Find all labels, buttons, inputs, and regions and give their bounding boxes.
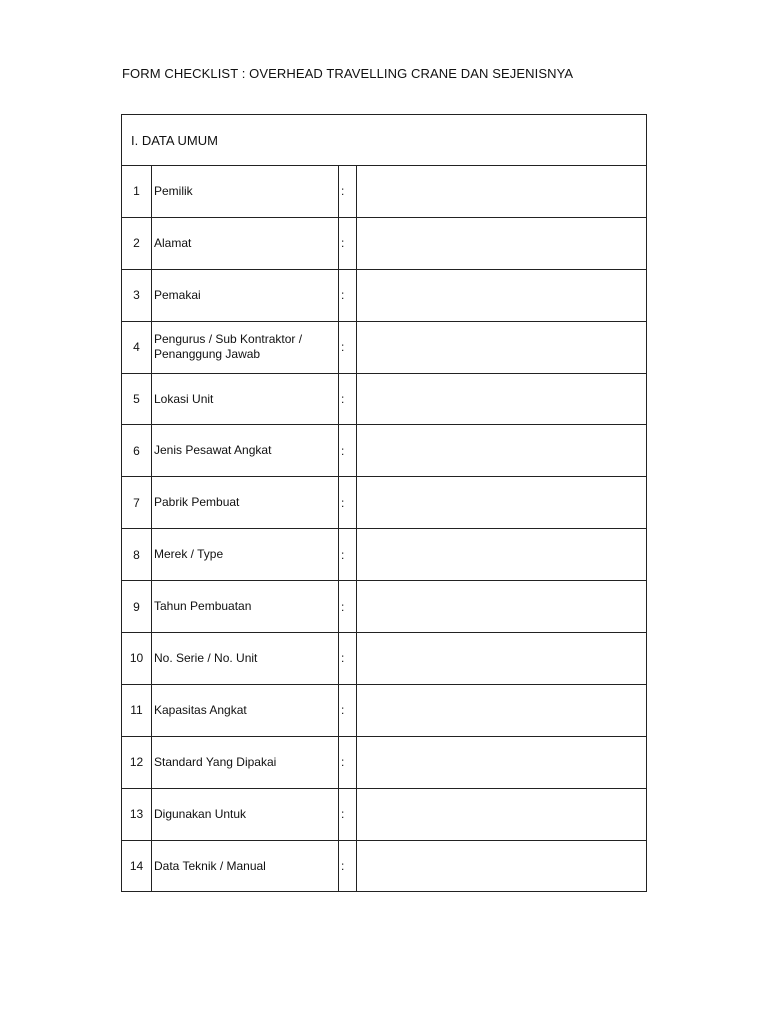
row-colon: : (339, 788, 357, 840)
row-label: Tahun Pembuatan (154, 599, 252, 614)
row-label-cell (152, 633, 339, 685)
table-row (122, 788, 647, 840)
row-label-cell (152, 425, 339, 477)
row-number: 3 (122, 269, 152, 321)
row-label: Pemakai (154, 287, 201, 302)
row-number: 14 (122, 840, 152, 892)
row-label-cell (152, 373, 339, 425)
table-row (122, 425, 647, 477)
row-colon: : (339, 529, 357, 581)
row-label-cell (152, 321, 339, 373)
row-number: 13 (122, 788, 152, 840)
form-title: FORM CHECKLIST : OVERHEAD TRAVELLING CRANE DAN SEJENISNYA (122, 66, 574, 81)
row-value-field[interactable] (357, 425, 647, 477)
table-row (122, 373, 647, 425)
row-value-field[interactable] (357, 217, 647, 269)
table-row (122, 840, 647, 892)
row-value-field[interactable] (357, 166, 647, 218)
row-colon: : (339, 581, 357, 633)
row-value-field[interactable] (357, 373, 647, 425)
table-row (122, 529, 647, 581)
row-label: Kapasitas Angkat (154, 702, 247, 717)
row-value-field[interactable] (357, 269, 647, 321)
table-row (122, 166, 647, 218)
row-number: 10 (122, 633, 152, 685)
row-colon: : (339, 269, 357, 321)
row-colon: : (339, 736, 357, 788)
row-label: Lokasi Unit (154, 391, 214, 406)
row-label-cell (152, 684, 339, 736)
row-number: 5 (122, 373, 152, 425)
row-label: Pabrik Pembuat (154, 495, 240, 510)
table-row (122, 321, 647, 373)
section-title: I. DATA UMUM (122, 115, 647, 166)
row-label: Alamat (154, 235, 192, 250)
row-label-cell (152, 477, 339, 529)
row-label-cell (152, 166, 339, 218)
section-header-row (122, 115, 647, 166)
row-number: 9 (122, 581, 152, 633)
row-value-field[interactable] (357, 529, 647, 581)
table-row (122, 684, 647, 736)
row-number: 12 (122, 736, 152, 788)
row-label-cell (152, 736, 339, 788)
row-number: 2 (122, 217, 152, 269)
row-label: No. Serie / No. Unit (154, 650, 258, 665)
row-value-field[interactable] (357, 788, 647, 840)
row-value-field[interactable] (357, 581, 647, 633)
table-row (122, 217, 647, 269)
row-colon: : (339, 684, 357, 736)
row-colon: : (339, 477, 357, 529)
table-row (122, 633, 647, 685)
row-label: Jenis Pesawat Angkat (154, 443, 272, 458)
row-label-cell (152, 840, 339, 892)
row-value-field[interactable] (357, 633, 647, 685)
row-colon: : (339, 373, 357, 425)
row-label-cell (152, 529, 339, 581)
row-colon: : (339, 217, 357, 269)
row-number: 1 (122, 166, 152, 218)
data-umum-table (121, 114, 647, 892)
row-colon: : (339, 321, 357, 373)
row-number: 11 (122, 684, 152, 736)
row-number: 4 (122, 321, 152, 373)
table-row (122, 581, 647, 633)
row-label-cell (152, 788, 339, 840)
row-number: 6 (122, 425, 152, 477)
row-label: Data Teknik / Manual (154, 858, 266, 873)
row-number: 7 (122, 477, 152, 529)
row-value-field[interactable] (357, 684, 647, 736)
row-label: Digunakan Untuk (154, 806, 247, 821)
row-value-field[interactable] (357, 840, 647, 892)
row-label: Pemilik (154, 183, 193, 198)
row-number: 8 (122, 529, 152, 581)
row-colon: : (339, 425, 357, 477)
row-colon: : (339, 840, 357, 892)
table-row (122, 269, 647, 321)
row-label: Standard Yang Dipakai (154, 754, 277, 769)
row-label: Merek / Type (154, 547, 224, 562)
row-label-cell (152, 217, 339, 269)
row-label-cell (152, 269, 339, 321)
row-value-field[interactable] (357, 477, 647, 529)
row-colon: : (339, 166, 357, 218)
table-row (122, 477, 647, 529)
table-row (122, 736, 647, 788)
row-value-field[interactable] (357, 321, 647, 373)
row-label: Pengurus / Sub Kontraktor / Penanggung Jawab (154, 332, 303, 362)
row-label-cell (152, 581, 339, 633)
row-value-field[interactable] (357, 736, 647, 788)
row-colon: : (339, 633, 357, 685)
data-umum-table-body (122, 115, 647, 892)
